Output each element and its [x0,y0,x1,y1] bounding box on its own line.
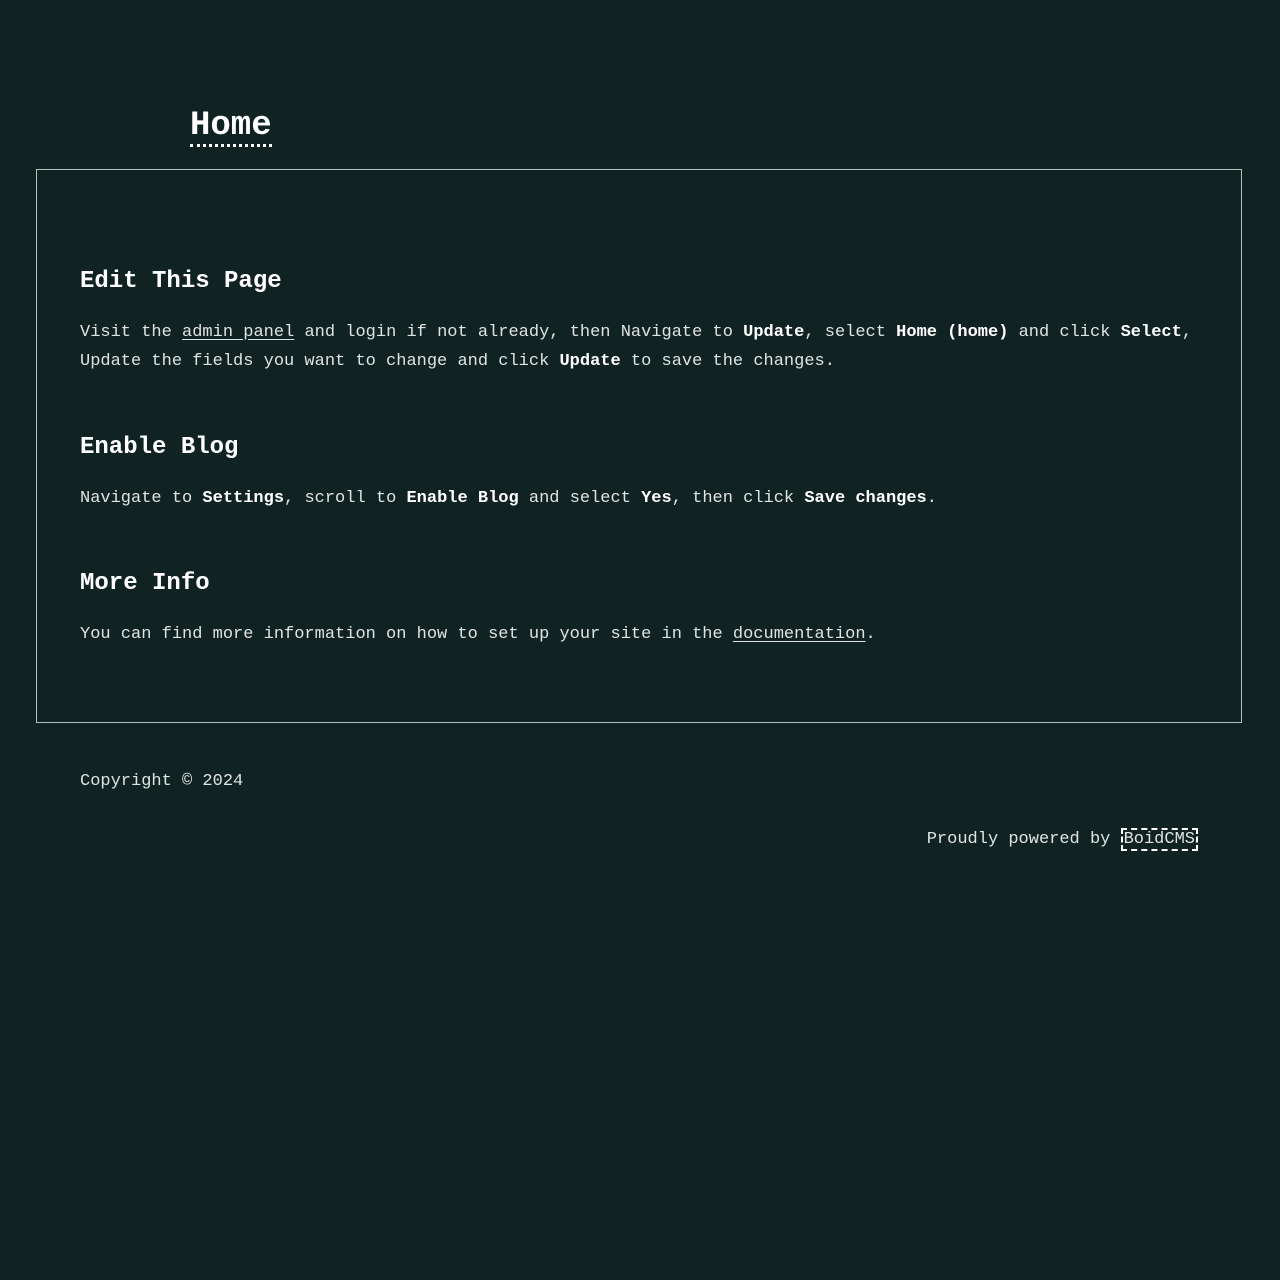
documentation-link[interactable]: documentation [732,625,866,644]
text: , select [804,323,897,342]
section-enable-blog [80,434,1201,513]
admin-panel-link[interactable]: admin panel [182,323,295,342]
bold-text: Update [743,323,805,342]
section-heading: Edit This Page [80,268,282,295]
bold-text: Update [559,352,621,371]
copyright-text: Copyright © 2024 [80,772,244,791]
text: You can find more information on how to set up your site in the [80,625,733,644]
section-more-info [80,570,1201,649]
text: . [926,489,937,508]
boidcms-link[interactable]: BoidCMS [1121,828,1198,851]
bold-text: Home (home) [896,323,1009,342]
bold-text: Enable Blog [406,489,519,508]
text: Navigate to [80,489,203,508]
section-paragraph [80,620,1201,649]
bold-text: Yes [641,489,672,508]
text: and login if not already, then Navigate to [294,323,744,342]
powered-by [927,829,1198,851]
section-heading: More Info [80,570,210,597]
main-content [36,169,1242,723]
bold-text: Save changes [804,489,927,508]
text: , Update the fields you want to change and click [80,323,1193,371]
powered-by-label: Proudly powered by [926,830,1121,849]
text: and select [518,489,642,508]
bold-text: Select [1120,323,1182,342]
text: Visit the [80,323,183,342]
section-paragraph [80,318,1201,376]
section-edit-this-page [80,268,1201,376]
section-heading: Enable Blog [80,434,239,461]
text: . [865,625,876,644]
text: and click [1008,323,1121,342]
site-title-link[interactable]: Home [190,107,272,145]
text: , then click [671,489,805,508]
section-paragraph [80,484,1201,513]
text: , scroll to [284,489,407,508]
bold-text: Settings [202,489,285,508]
text: to save the changes. [620,352,835,371]
site-header [190,108,272,147]
